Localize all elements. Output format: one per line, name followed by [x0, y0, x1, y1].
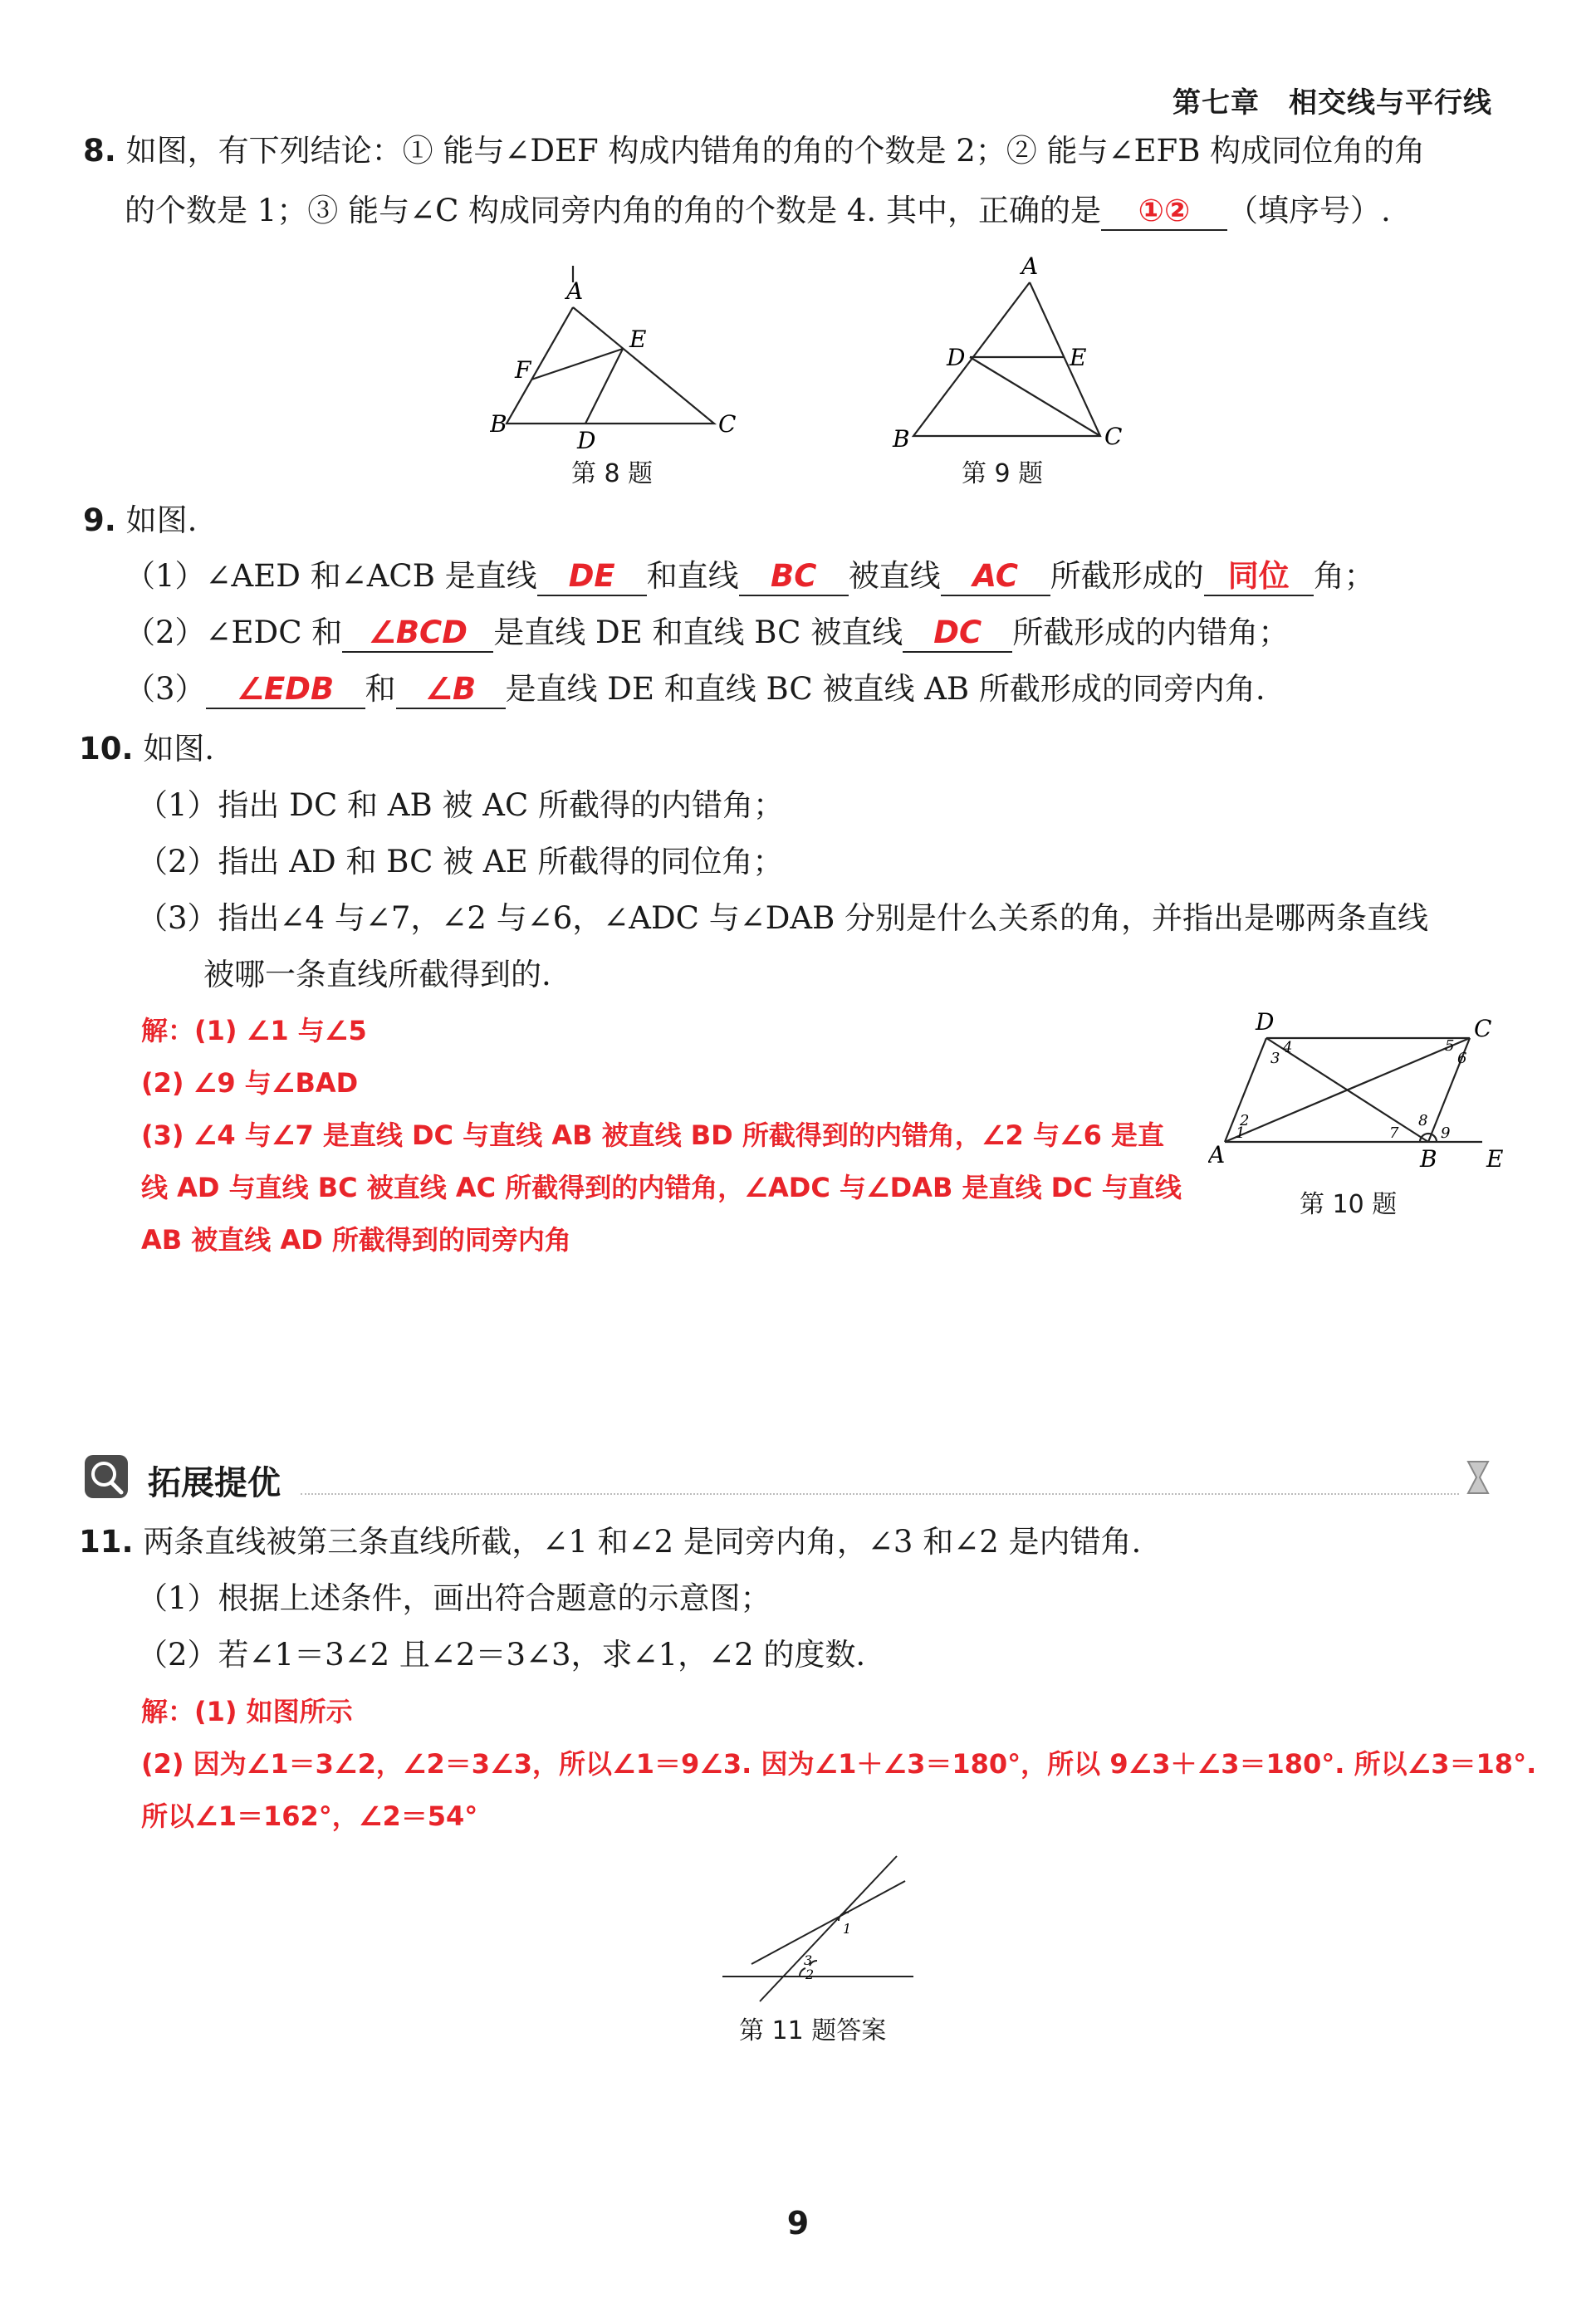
fig10-angle-7: 7: [1389, 1124, 1399, 1142]
q9-part2: [125, 615, 1289, 653]
fig10-caption: 第 10 题: [1300, 1190, 1398, 1219]
fig10-label-c: C: [1474, 1015, 1492, 1042]
fig8-label-d: D: [577, 427, 596, 454]
q9-p1-text-c: 被直线: [848, 558, 941, 594]
q8-number: 8.: [83, 133, 116, 169]
q10-part2: （2）指出 AD 和 BC 被 AE 所截得的同位角；: [137, 844, 784, 879]
q10-solution2: (2) ∠9 与∠BAD: [141, 1067, 359, 1099]
q9-p3-text-b: 和: [365, 671, 396, 707]
fig11-arc-2: [800, 1968, 805, 1977]
fig11-angle-3: 3: [804, 1952, 813, 1968]
fig11-angle-1: 1: [843, 1921, 852, 1937]
fig10-label-d: D: [1256, 1008, 1275, 1036]
section-title: 拓展提优: [148, 1464, 281, 1502]
q10-intro: 如图.: [143, 731, 215, 767]
fig9-label-b: B: [893, 425, 910, 453]
q8-text2a: 的个数是 1；③ 能与∠C 构成同旁内角的角的个数是 4. 其中，正确的是: [125, 193, 1101, 228]
q11-number: 11.: [79, 1524, 134, 1560]
fig8-label-f: F: [515, 356, 531, 384]
fig10-label-e: E: [1486, 1145, 1504, 1173]
fig10-angle-8: 8: [1418, 1112, 1428, 1129]
q9-intro: 如图.: [125, 502, 198, 538]
q10-intro-line: [79, 731, 214, 767]
fig11-angle-2: 2: [805, 1967, 815, 1982]
q9-p1-answer4: 同位: [1204, 558, 1314, 596]
q9-p3-answer2: ∠B: [396, 671, 506, 709]
q9-p2-text-b: 是直线 DE 和直线 BC 被直线: [493, 615, 903, 650]
q9-p2-answer2: DC: [903, 615, 1012, 653]
figure-10: [1208, 1005, 1524, 1179]
page-number: 9: [786, 2205, 810, 2241]
q9-intro-line: [83, 502, 197, 539]
q9-p3-text-a: （3）: [125, 671, 206, 707]
fig11-transversal-shallow: [751, 1881, 905, 1964]
q10-solution3-line3: AB 被直线 AD 所截得到的同旁内角: [141, 1224, 571, 1256]
section-header: [83, 1452, 1495, 1501]
q8-text2b: （填序号）.: [1226, 193, 1391, 228]
q9-p1-answer1: DE: [537, 558, 647, 596]
fig10-angle-9: 9: [1441, 1124, 1451, 1142]
q9-p3-text-c: 是直线 DE 和直线 BC 被直线 AB 所截形成的同旁内角.: [505, 671, 1266, 707]
q11-solution2-line2: 所以∠1＝162°，∠2＝54°: [141, 1800, 478, 1832]
q9-p1-text-e: 角；: [1313, 558, 1375, 594]
section-divider: [301, 1493, 1459, 1495]
q10-part3-line1: （3）指出∠4 与∠7，∠2 与∠6，∠ADC 与∠DAB 分别是什么关系的角，并指出是哪两条直线: [137, 900, 1429, 936]
q9-p1-answer3: AC: [941, 558, 1050, 596]
fig8-triangle: [507, 307, 714, 424]
figure-8: [490, 266, 739, 465]
q11-intro: 两条直线被第三条直线所截，∠1 和∠2 是同旁内角，∠3 和∠2 是内错角.: [143, 1524, 1142, 1560]
q11-solution1: 解：(1) 如图所示: [141, 1696, 353, 1727]
q11-intro-line: [79, 1524, 1141, 1560]
fig9-label-e: E: [1070, 344, 1087, 371]
figure-9: [889, 249, 1138, 457]
q9-part1: [125, 558, 1375, 596]
q10-solution3-line2: 线 AD 与直线 BC 被直线 AC 所截得到的内错角，∠ADC 与∠DAB 是直线 DC 与直线: [141, 1172, 1182, 1203]
q11-solution2-line1: (2) 因为∠1＝3∠2，∠2＝3∠3，所以∠1＝9∠3. 因为∠1＋∠3＝180°，所以 9∠3＋∠3＝180°. 所以∠3＝18°.: [141, 1748, 1537, 1780]
fig10-angle-4: 4: [1283, 1039, 1293, 1056]
fig10-label-a: A: [1208, 1141, 1226, 1168]
q10-part3-line2: 被哪一条直线所截得到的.: [203, 957, 551, 992]
q8-text1: 如图，有下列结论：① 能与∠DEF 构成内错角的角的个数是 2；② 能与∠EFB 构成同位角的角: [125, 133, 1426, 169]
q10-solution3-line1: (3) ∠4 与∠7 是直线 DC 与直线 AB 被直线 BD 所截得到的内错角，∠2 与∠6 是直: [141, 1119, 1165, 1151]
q9-p2-text-a: （2）∠EDC 和: [125, 615, 343, 650]
fig10-line-ac: [1225, 1038, 1470, 1142]
q9-number: 9.: [83, 502, 116, 538]
fig9-label-a: A: [1021, 252, 1039, 280]
fig10-angle-1: 1: [1236, 1124, 1246, 1142]
q9-p1-text-b: 和直线: [646, 558, 739, 594]
q9-part3: [125, 671, 1266, 709]
chapter-header: 第七章 相交线与平行线: [1173, 86, 1492, 120]
fig9-caption: 第 9 题: [962, 459, 1044, 488]
hourglass-icon: [1461, 1457, 1495, 1498]
q8-line1: [83, 133, 1425, 169]
q8-line2: [125, 193, 1391, 231]
q9-p2-answer1: ∠BCD: [342, 615, 493, 653]
q8-answer: ①②: [1101, 193, 1227, 231]
q9-p1-text-a: （1）∠AED 和∠ACB 是直线: [125, 558, 537, 594]
fig9-label-d: D: [947, 344, 966, 371]
q9-p1-text-d: 所截形成的: [1050, 558, 1204, 594]
fig10-angle-5: 5: [1445, 1037, 1455, 1055]
fig8-label-b: B: [490, 410, 507, 438]
q9-p1-answer2: BC: [739, 558, 849, 596]
fig11-transversal-steep: [760, 1856, 897, 2001]
fig11-caption: 第 11 题答案: [739, 2016, 887, 2045]
q10-part1: （1）指出 DC 和 AB 被 AC 所截得的内错角；: [137, 787, 785, 823]
fig9-label-c: C: [1104, 423, 1123, 450]
q9-p2-text-c: 所截形成的内错角；: [1012, 615, 1290, 650]
magnifier-icon: [83, 1452, 133, 1501]
fig10-angle-3: 3: [1270, 1050, 1280, 1067]
fig11-arc-1: [839, 1913, 849, 1921]
q10-number: 10.: [79, 731, 134, 767]
q9-p3-answer1: ∠EDB: [206, 671, 365, 709]
fig8-caption: 第 8 题: [571, 459, 654, 488]
fig10-angle-2: 2: [1240, 1112, 1250, 1129]
q11-part2: （2）若∠1＝3∠2 且∠2＝3∠3，求∠1，∠2 的度数.: [137, 1637, 866, 1673]
fig10-label-b: B: [1420, 1145, 1437, 1173]
figure-11: [714, 1848, 922, 2006]
fig8-label-e: E: [629, 326, 647, 353]
q11-part1: （1）根据上述条件，画出符合题意的示意图；: [137, 1580, 771, 1616]
fig10-angle-6: 6: [1457, 1050, 1467, 1067]
fig8-label-a: A: [566, 277, 584, 305]
q10-solution1: 解：(1) ∠1 与∠5: [141, 1015, 367, 1046]
fig8-label-c: C: [718, 410, 737, 438]
